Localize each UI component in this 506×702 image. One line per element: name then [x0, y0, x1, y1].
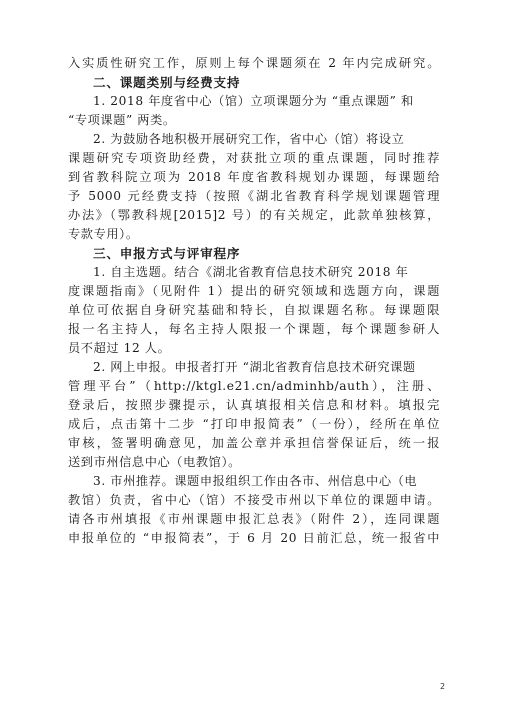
body-line: 专款专用）。 — [68, 227, 139, 241]
body-line: 成后，点击第十二步 “打印申报简表”（一份），经所在单位 — [68, 417, 440, 431]
body-line: “专项课题” 两类。 — [68, 113, 176, 127]
body-line: 登录后，按照步骤提示，认真填报相关信息和材料。填报完 — [68, 398, 440, 412]
paragraph-start-line: 1. 2018 年度省中心（馆）立项课题分为 “重点课题” 和 — [93, 94, 414, 108]
body-line: 申报单位的 “申报简表”，于 6 月 20 日前汇总，统一报省中 — [68, 531, 440, 545]
body-line: 员不超过 12 人。 — [68, 341, 171, 355]
body-line: 教馆）负责，省中心（馆）不接受市州以下单位的课题申请。 — [68, 493, 440, 507]
paragraph-start-line: 1. 自主选题。结合《湖北省教育信息技术研究 2018 年 — [93, 265, 409, 279]
body-line: 请各市州填报《市州课题申报汇总表》（附件 2），连同课题 — [68, 512, 440, 526]
body-line: 管理平台”（http://ktgl.e21.cn/adminhb/auth），注册、 — [68, 379, 440, 393]
body-line: 报一名主持人，每名主持人限报一个课题，每个课题参研人 — [68, 322, 440, 336]
section-heading: 二、课题类别与经费支持 — [93, 75, 241, 90]
body-line: 办法》（鄂教科规[2015]2 号）的有关规定，此款单独核算， — [68, 208, 440, 222]
body-line: 到省教科院立项为 2018 年度省教科规划办课题，每课题给 — [68, 170, 440, 184]
document-body — [68, 54, 440, 548]
body-line: 送到市州信息中心（电教馆）。 — [68, 455, 241, 469]
body-line: 课题研究专项资助经费，对获批立项的重点课题，同时推荐 — [68, 151, 440, 165]
page-number: 2 — [440, 682, 446, 691]
section-heading: 三、申报方式与评审程序 — [93, 246, 241, 261]
paragraph-start-line: 2. 网上申报。申报者打开 “湖北省教育信息技术研究课题 — [93, 360, 416, 374]
body-line: 度课题指南》（见附件 1）提出的研究领域和选题方向，课题 — [68, 284, 440, 298]
body-line: 予 5000 元经费支持（按照《湖北省教育科学规划课题管理 — [68, 189, 440, 203]
paragraph-start-line: 3. 市州推荐。课题申报组织工作由各市、州信息中心（电 — [93, 474, 418, 488]
body-line: 单位可依据自身研究基础和特长，自拟课题名称。每课题限 — [68, 303, 440, 317]
body-line: 入实质性研究工作，原则上每个课题须在 2 年内完成研究。 — [68, 56, 440, 70]
body-line: 审核，签署明确意见，加盖公章并承担信誉保证后，统一报 — [68, 436, 440, 450]
paragraph-start-line: 2. 为鼓励各地积极开展研究工作，省中心（馆）将设立 — [93, 132, 405, 146]
